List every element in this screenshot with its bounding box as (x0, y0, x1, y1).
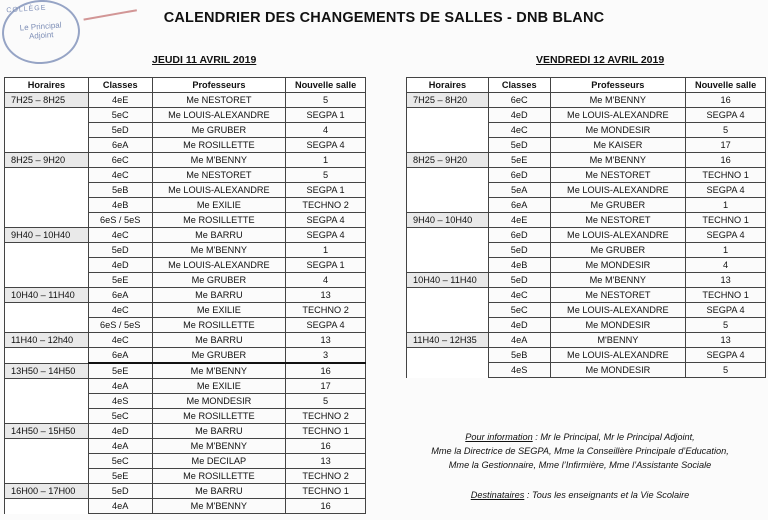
cell-salle: TECHNO 1 (286, 484, 366, 499)
cell-salle: 16 (286, 499, 366, 514)
cell-professeur: Me NESTORET (550, 288, 686, 303)
cell-professeur: Me NESTORET (152, 168, 286, 183)
col-salle: Nouvelle salle (286, 78, 366, 93)
cell-horaires (407, 318, 489, 333)
cell-salle: SEGPA 4 (686, 183, 766, 198)
cell-salle: SEGPA 4 (286, 228, 366, 243)
cell-classe: 6eA (488, 198, 550, 213)
cell-horaires (407, 258, 489, 273)
cell-salle: 4 (686, 258, 766, 273)
cell-professeur: Me LOUIS-ALEXANDRE (550, 183, 686, 198)
table-row (407, 258, 766, 273)
col-classes: Classes (88, 78, 152, 93)
table-row (407, 228, 766, 243)
cell-classe: 4eC (488, 123, 550, 138)
table-row (5, 409, 366, 424)
cell-professeur: Me BARRU (152, 333, 286, 348)
cell-horaires: 9H40 – 10H40 (407, 213, 489, 228)
cell-horaires (407, 288, 489, 303)
cell-classe: 5eD (488, 273, 550, 288)
cell-salle: SEGPA 1 (286, 258, 366, 273)
cell-professeur: Me LOUIS-ALEXANDRE (152, 108, 286, 123)
cell-classe: 5eE (488, 153, 550, 168)
cell-classe: 4eD (88, 258, 152, 273)
stamp-line-1: Le Principal (19, 20, 62, 33)
table-row (407, 288, 766, 303)
cell-professeur: Me NESTORET (152, 93, 286, 108)
left-schedule-table (4, 77, 366, 514)
cell-professeur: Me LOUIS-ALEXANDRE (550, 108, 686, 123)
cell-classe: 6eD (488, 168, 550, 183)
table-row (5, 499, 366, 514)
cell-salle: 5 (286, 394, 366, 409)
cell-classe: 5eB (488, 348, 550, 363)
cell-salle: SEGPA 4 (686, 108, 766, 123)
info-line-1: : Mr le Principal, Mr le Principal Adjoint, (532, 432, 695, 442)
cell-salle: 16 (686, 153, 766, 168)
table-row (5, 379, 366, 394)
table-row (5, 348, 366, 364)
cell-classe: 5eE (88, 273, 152, 288)
table-row (5, 93, 366, 108)
cell-classe: 6eA (88, 348, 152, 364)
table-row (407, 198, 766, 213)
cell-salle: 1 (686, 243, 766, 258)
cell-horaires (407, 123, 489, 138)
table-row (5, 273, 366, 288)
cell-horaires (407, 138, 489, 153)
table-row (5, 439, 366, 454)
cell-professeur: Me ROSILLETTE (152, 469, 286, 484)
cell-horaires: 8H25 – 9H20 (5, 153, 89, 168)
cell-professeur: Me LOUIS-ALEXANDRE (550, 228, 686, 243)
table-row (407, 153, 766, 168)
cell-classe: 4eE (88, 93, 152, 108)
cell-horaires: 7H25 – 8H25 (5, 93, 89, 108)
cell-salle: 13 (286, 454, 366, 469)
table-row (5, 288, 366, 303)
cell-professeur: Me MONDESIR (550, 258, 686, 273)
cell-horaires: 16H00 – 17H00 (5, 484, 89, 499)
cell-salle: SEGPA 4 (686, 348, 766, 363)
cell-classe: 4eC (88, 333, 152, 348)
cell-classe: 4eS (488, 363, 550, 378)
table-row (5, 108, 366, 123)
table-row (5, 213, 366, 228)
table-row (5, 424, 366, 439)
recipients-block (400, 488, 760, 502)
cell-horaires: 11H40 – 12h40 (5, 333, 89, 348)
cell-horaires: 13H50 – 14H50 (5, 363, 89, 379)
cell-classe: 6eC (488, 93, 550, 108)
cell-horaires (407, 198, 489, 213)
cell-professeur: Me M'BENNY (550, 273, 686, 288)
cell-professeur: Me MONDESIR (550, 318, 686, 333)
cell-professeur: Me MONDESIR (152, 394, 286, 409)
cell-professeur: Me EXILIE (152, 379, 286, 394)
cell-professeur: Me GRUBER (152, 123, 286, 138)
cell-salle: 4 (286, 123, 366, 138)
cell-professeur: Me MONDESIR (550, 123, 686, 138)
table-row (5, 469, 366, 484)
cell-classe: 4eC (88, 228, 152, 243)
table-row (407, 183, 766, 198)
cell-horaires (5, 439, 89, 454)
col-salle: Nouvelle salle (686, 78, 766, 93)
right-day-title: VENDREDI 12 AVRIL 2019 (536, 54, 665, 66)
cell-salle: 3 (286, 348, 366, 364)
cell-classe: 5eD (88, 484, 152, 499)
cell-classe: 5eD (88, 243, 152, 258)
cell-salle: SEGPA 4 (686, 303, 766, 318)
table-row (407, 363, 766, 378)
cell-classe: 6eS / 5eS (88, 318, 152, 333)
table-row (407, 243, 766, 258)
cell-classe: 4eE (488, 213, 550, 228)
cell-classe: 4eA (88, 379, 152, 394)
cell-professeur: Me DECILAP (152, 454, 286, 469)
cell-horaires (5, 168, 89, 183)
cell-horaires (5, 469, 89, 484)
cell-classe: 6eS / 5eS (88, 213, 152, 228)
cell-classe: 4eS (88, 394, 152, 409)
cell-salle: TECHNO 2 (286, 303, 366, 318)
cell-salle: 13 (286, 288, 366, 303)
cell-salle: 5 (286, 93, 366, 108)
recipients-text: : Tous les enseignants et la Vie Scolaire (524, 490, 690, 500)
cell-salle: 17 (286, 379, 366, 394)
table-row (407, 303, 766, 318)
cell-horaires (5, 409, 89, 424)
cell-salle: TECHNO 2 (286, 198, 366, 213)
table-row (5, 394, 366, 409)
cell-professeur: Me LOUIS-ALEXANDRE (550, 303, 686, 318)
table-row (407, 93, 766, 108)
cell-horaires: 9H40 – 10H40 (5, 228, 89, 243)
cell-horaires (5, 379, 89, 394)
cell-salle: 5 (286, 168, 366, 183)
table-row (5, 484, 366, 499)
cell-horaires (5, 454, 89, 469)
table-row (407, 333, 766, 348)
cell-professeur: Me ROSILLETTE (152, 138, 286, 153)
cell-professeur: M'BENNY (550, 333, 686, 348)
col-classes: Classes (488, 78, 550, 93)
cell-professeur: Me M'BENNY (152, 363, 286, 379)
table-row (5, 168, 366, 183)
info-line-3: Mme la Gestionnaire, Mme l’Infirmière, Mme l’Assistante Sociale (448, 460, 712, 470)
cell-classe: 5eC (488, 303, 550, 318)
cell-salle: 4 (286, 273, 366, 288)
cell-salle: SEGPA 1 (286, 183, 366, 198)
cell-classe: 4eA (488, 333, 550, 348)
cell-classe: 4eC (88, 303, 152, 318)
cell-salle: TECHNO 2 (286, 469, 366, 484)
cell-professeur: Me LOUIS-ALEXANDRE (550, 348, 686, 363)
cell-horaires (5, 123, 89, 138)
cell-professeur: Me M'BENNY (152, 243, 286, 258)
cell-professeur: Me ROSILLETTE (152, 409, 286, 424)
cell-horaires (5, 138, 89, 153)
cell-horaires (5, 499, 89, 514)
cell-classe: 6eA (88, 138, 152, 153)
cell-classe: 5eE (88, 469, 152, 484)
cell-classe: 4eA (88, 499, 152, 514)
cell-classe: 5eC (88, 454, 152, 469)
cell-professeur: Me GRUBER (152, 273, 286, 288)
table-row (5, 123, 366, 138)
cell-horaires (407, 348, 489, 363)
cell-professeur: Me BARRU (152, 228, 286, 243)
table-row (5, 138, 366, 153)
table-row (5, 454, 366, 469)
cell-professeur: Me ROSILLETTE (152, 318, 286, 333)
cell-classe: 5eA (488, 183, 550, 198)
cell-horaires (5, 198, 89, 213)
cell-horaires: 7H25 – 8H20 (407, 93, 489, 108)
cell-professeur: Me M'BENNY (550, 153, 686, 168)
table-row (407, 318, 766, 333)
cell-classe: 6eA (88, 288, 152, 303)
cell-horaires (5, 213, 89, 228)
table-row (407, 168, 766, 183)
table-row (407, 213, 766, 228)
cell-salle: SEGPA 4 (286, 138, 366, 153)
cell-salle: 13 (686, 333, 766, 348)
col-professeurs: Professeurs (152, 78, 286, 93)
right-schedule-table (406, 77, 766, 378)
cell-professeur: Me LOUIS-ALEXANDRE (152, 258, 286, 273)
cell-salle: TECHNO 1 (686, 168, 766, 183)
cell-salle: 16 (286, 363, 366, 379)
col-horaires: Horaires (5, 78, 89, 93)
cell-salle: SEGPA 1 (286, 108, 366, 123)
table-row (5, 198, 366, 213)
cell-classe: 4eD (488, 318, 550, 333)
cell-horaires (407, 228, 489, 243)
cell-horaires (5, 318, 89, 333)
cell-classe: 6eC (88, 153, 152, 168)
cell-salle: SEGPA 4 (286, 318, 366, 333)
cell-salle: 13 (686, 273, 766, 288)
table-row (407, 123, 766, 138)
cell-classe: 5eC (88, 108, 152, 123)
cell-professeur: Me GRUBER (152, 348, 286, 364)
cell-salle: 16 (286, 439, 366, 454)
table-row (407, 273, 766, 288)
cell-salle: 1 (686, 198, 766, 213)
cell-salle: 5 (686, 363, 766, 378)
table-row (5, 258, 366, 273)
table-row (407, 348, 766, 363)
cell-professeur: Me M'BENNY (152, 153, 286, 168)
cell-classe: 5eB (88, 183, 152, 198)
cell-classe: 4eB (488, 258, 550, 273)
cell-horaires (407, 183, 489, 198)
information-block (400, 430, 760, 472)
cell-professeur: Me EXILIE (152, 198, 286, 213)
table-header-row (5, 78, 366, 93)
cell-salle: 17 (686, 138, 766, 153)
cell-professeur: Me M'BENNY (152, 499, 286, 514)
cell-horaires (5, 243, 89, 258)
cell-salle: TECHNO 2 (286, 409, 366, 424)
cell-salle: SEGPA 4 (286, 213, 366, 228)
cell-professeur: Me LOUIS-ALEXANDRE (152, 183, 286, 198)
cell-salle: 1 (286, 153, 366, 168)
cell-horaires (5, 348, 89, 364)
cell-salle: 5 (686, 318, 766, 333)
table-row (5, 183, 366, 198)
cell-classe: 4eD (88, 424, 152, 439)
table-row (407, 138, 766, 153)
cell-horaires (407, 108, 489, 123)
cell-classe: 5eD (88, 123, 152, 138)
cell-classe: 4eC (488, 288, 550, 303)
col-horaires: Horaires (407, 78, 489, 93)
info-label: Pour information (465, 432, 533, 442)
cell-horaires: 14H50 – 15H50 (5, 424, 89, 439)
stamp-ring-text: COLLÈGE (6, 4, 47, 15)
cell-horaires (5, 183, 89, 198)
table-row (5, 243, 366, 258)
cell-salle: TECHNO 1 (286, 424, 366, 439)
cell-horaires (407, 243, 489, 258)
cell-professeur: Me M'BENNY (550, 93, 686, 108)
cell-horaires (5, 108, 89, 123)
cell-professeur: Me ROSILLETTE (152, 213, 286, 228)
cell-horaires: 10H40 – 11H40 (5, 288, 89, 303)
cell-salle: 13 (286, 333, 366, 348)
table-row (5, 333, 366, 348)
cell-professeur: Me NESTORET (550, 213, 686, 228)
cell-horaires: 10H40 – 11H40 (407, 273, 489, 288)
stamp-line-2: Adjoint (28, 30, 54, 41)
cell-salle: 16 (686, 93, 766, 108)
cell-professeur: Me MONDESIR (550, 363, 686, 378)
cell-professeur: Me GRUBER (550, 243, 686, 258)
table-row (5, 318, 366, 333)
cell-professeur: Me BARRU (152, 484, 286, 499)
cell-professeur: Me EXILIE (152, 303, 286, 318)
cell-classe: 5eD (488, 138, 550, 153)
cell-professeur: Me BARRU (152, 288, 286, 303)
table-row (5, 303, 366, 318)
cell-salle: 5 (686, 123, 766, 138)
cell-horaires (407, 168, 489, 183)
cell-horaires: 8H25 – 9H20 (407, 153, 489, 168)
page-title: CALENDRIER DES CHANGEMENTS DE SALLES - DNB BLANC (163, 10, 605, 26)
cell-salle: TECHNO 1 (686, 213, 766, 228)
cell-horaires: 11H40 – 12H35 (407, 333, 489, 348)
cell-horaires (407, 363, 489, 378)
col-professeurs: Professeurs (550, 78, 686, 93)
cell-classe: 4eD (488, 108, 550, 123)
cell-classe: 5eC (88, 409, 152, 424)
cell-classe: 4eC (88, 168, 152, 183)
table-row (407, 108, 766, 123)
cell-professeur: Me KAISER (550, 138, 686, 153)
cell-classe: 4eA (88, 439, 152, 454)
cell-horaires (5, 273, 89, 288)
cell-salle: SEGPA 4 (686, 228, 766, 243)
cell-horaires (5, 258, 89, 273)
cell-salle: TECHNO 1 (686, 288, 766, 303)
table-header-row (407, 78, 766, 93)
cell-salle: 1 (286, 243, 366, 258)
cell-classe: 5eD (488, 243, 550, 258)
cell-classe: 4eB (88, 198, 152, 213)
cell-horaires (5, 303, 89, 318)
table-row (5, 153, 366, 168)
cell-professeur: Me GRUBER (550, 198, 686, 213)
recipients-label: Destinataires (470, 490, 525, 500)
info-line-2: Mme la Directrice de SEGPA, Mme la Conseillère Principale d’Education, (431, 446, 729, 456)
cell-classe: 6eD (488, 228, 550, 243)
cell-professeur: Me M'BENNY (152, 439, 286, 454)
cell-horaires (407, 303, 489, 318)
table-row (5, 363, 366, 379)
cell-professeur: Me NESTORET (550, 168, 686, 183)
cell-horaires (5, 394, 89, 409)
cell-classe: 5eE (88, 363, 152, 379)
cell-professeur: Me BARRU (152, 424, 286, 439)
table-row (5, 228, 366, 243)
left-day-title: JEUDI 11 AVRIL 2019 (152, 54, 257, 66)
